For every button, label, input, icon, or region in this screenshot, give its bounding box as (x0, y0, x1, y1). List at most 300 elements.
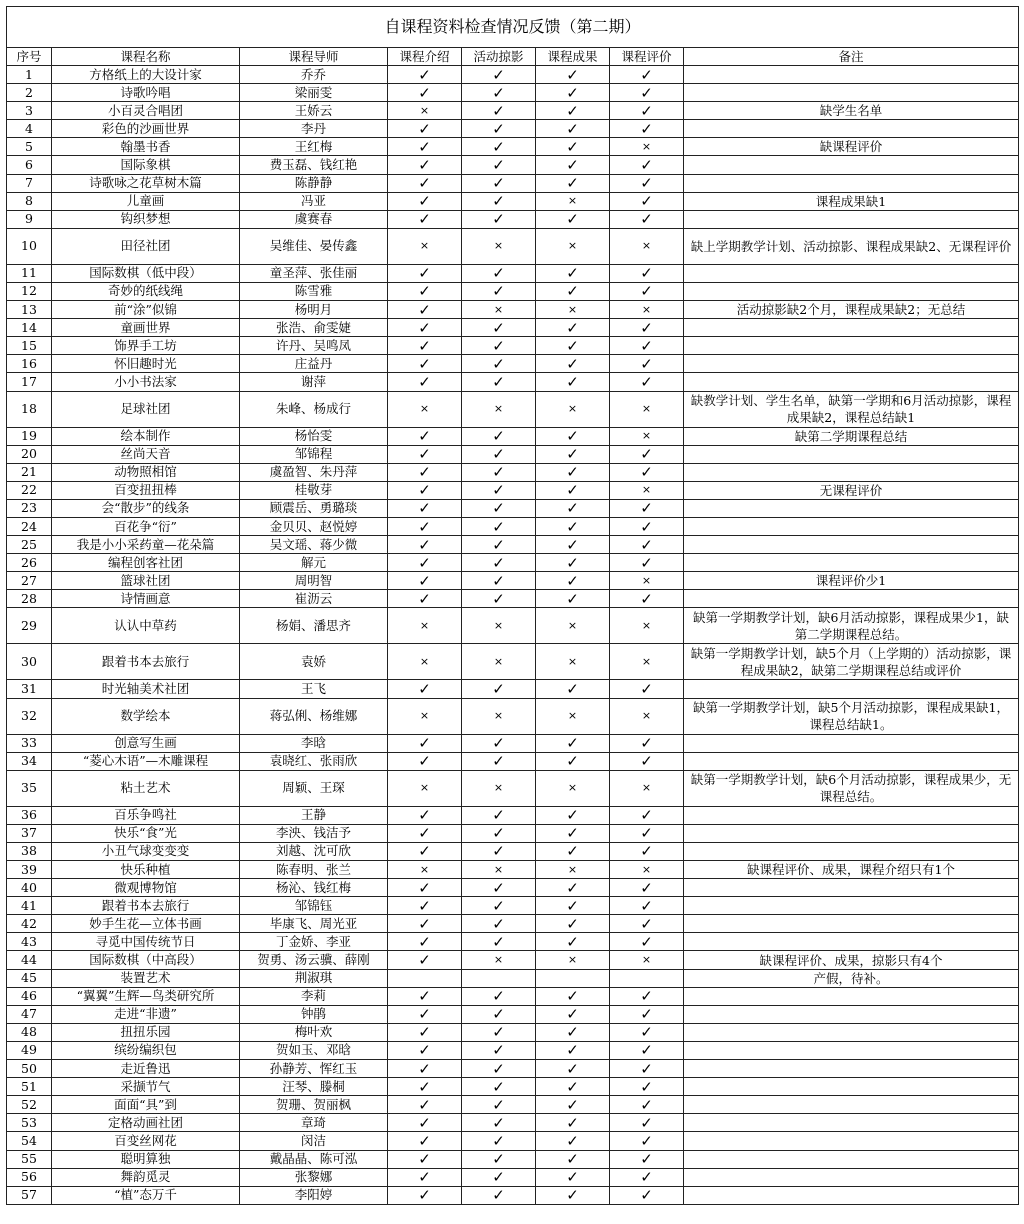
row-remarks (684, 463, 1019, 481)
row-remarks: 无课程评价 (684, 481, 1019, 499)
row-teacher: 王飞 (240, 680, 388, 698)
row-course-name: 篮球社团 (52, 572, 240, 590)
table-row (7, 481, 1019, 499)
row-course-name: 会“散步”的线条 (52, 499, 240, 517)
row-index: 4 (7, 120, 52, 138)
row-intro-mark: ✓ (388, 355, 462, 373)
row-teacher: 梁丽雯 (240, 84, 388, 102)
row-course-name: 丝尚天音 (52, 445, 240, 463)
table-row (7, 210, 1019, 228)
row-activity-mark: ✓ (462, 806, 536, 824)
table-row (7, 680, 1019, 698)
row-index: 11 (7, 264, 52, 282)
row-index: 51 (7, 1078, 52, 1096)
row-intro-mark: ✓ (388, 680, 462, 698)
row-activity-mark: ✓ (462, 499, 536, 517)
row-teacher: 蒋弘俐、杨维娜 (240, 698, 388, 734)
row-outcome-mark: ✓ (536, 373, 610, 391)
row-activity-mark: ✓ (462, 680, 536, 698)
row-outcome-mark: ✓ (536, 210, 610, 228)
row-teacher: 桂敬芽 (240, 481, 388, 499)
row-outcome-mark: ✓ (536, 1078, 610, 1096)
row-index: 31 (7, 680, 52, 698)
row-teacher: 贺勇、汤云骥、薛刚 (240, 951, 388, 969)
table-row (7, 445, 1019, 463)
row-intro-mark: ✓ (388, 301, 462, 319)
row-course-name: “菱心木语”—木雕课程 (52, 752, 240, 770)
row-activity-mark: × (462, 951, 536, 969)
row-outcome-mark: ✓ (536, 337, 610, 355)
row-course-name: 足球社团 (52, 391, 240, 427)
row-index: 19 (7, 427, 52, 445)
row-teacher: 陈雪雅 (240, 282, 388, 300)
row-remarks (684, 554, 1019, 572)
row-teacher: 金贝贝、赵悦婷 (240, 517, 388, 535)
row-remarks: 活动掠影缺2个月，课程成果缺2；无总结 (684, 301, 1019, 319)
row-outcome-mark: ✓ (536, 445, 610, 463)
row-outcome-mark: ✓ (536, 536, 610, 554)
row-index: 46 (7, 987, 52, 1005)
row-activity-mark: ✓ (462, 987, 536, 1005)
row-evaluation-mark: ✓ (610, 1023, 684, 1041)
row-evaluation-mark: ✓ (610, 463, 684, 481)
row-course-name: 百变丝网花 (52, 1132, 240, 1150)
row-activity-mark: ✓ (462, 355, 536, 373)
row-intro-mark: ✓ (388, 879, 462, 897)
row-course-name: 采撷节气 (52, 1078, 240, 1096)
row-remarks (684, 1132, 1019, 1150)
row-intro-mark: ✓ (388, 590, 462, 608)
row-intro-mark: ✓ (388, 1096, 462, 1114)
row-teacher: 乔乔 (240, 66, 388, 84)
row-evaluation-mark: ✓ (610, 734, 684, 752)
row-remarks (684, 174, 1019, 192)
row-index: 12 (7, 282, 52, 300)
row-course-name: 饰界手工坊 (52, 337, 240, 355)
row-index: 42 (7, 915, 52, 933)
row-activity-mark: ✓ (462, 1078, 536, 1096)
row-intro-mark: ✓ (388, 1005, 462, 1023)
row-course-name: 田径社团 (52, 228, 240, 264)
row-remarks (684, 680, 1019, 698)
row-course-name: 扭扭乐园 (52, 1023, 240, 1041)
row-course-name: 定格动画社团 (52, 1114, 240, 1132)
table-row (7, 951, 1019, 969)
row-intro-mark: ✓ (388, 445, 462, 463)
table-row (7, 301, 1019, 319)
row-teacher: 周颖、王琛 (240, 770, 388, 806)
row-outcome-mark: ✓ (536, 156, 610, 174)
row-evaluation-mark: ✓ (610, 102, 684, 120)
row-intro-mark: ✓ (388, 734, 462, 752)
row-index: 38 (7, 842, 52, 860)
row-teacher: 李阳婷 (240, 1186, 388, 1204)
row-course-name: 国际象棋 (52, 156, 240, 174)
table-row (7, 1005, 1019, 1023)
table-row (7, 228, 1019, 264)
row-outcome-mark: ✓ (536, 1132, 610, 1150)
row-outcome-mark: × (536, 228, 610, 264)
row-outcome-mark: ✓ (536, 427, 610, 445)
row-index: 30 (7, 644, 52, 680)
row-evaluation-mark: ✓ (610, 879, 684, 897)
row-outcome-mark: ✓ (536, 481, 610, 499)
row-activity-mark: ✓ (462, 264, 536, 282)
row-intro-mark: ✓ (388, 517, 462, 535)
row-course-name: 微观博物馆 (52, 879, 240, 897)
table-row (7, 1041, 1019, 1059)
row-evaluation-mark: × (610, 698, 684, 734)
row-activity-mark: × (462, 228, 536, 264)
row-intro-mark: × (388, 608, 462, 644)
row-outcome-mark: ✓ (536, 933, 610, 951)
row-teacher: 冯亚 (240, 192, 388, 210)
row-course-name: 快乐种植 (52, 861, 240, 879)
row-index: 17 (7, 373, 52, 391)
row-remarks (684, 84, 1019, 102)
row-intro-mark (388, 969, 462, 987)
row-teacher: 杨明月 (240, 301, 388, 319)
row-course-name: 怀旧趣时光 (52, 355, 240, 373)
row-teacher: 丁金娇、李亚 (240, 933, 388, 951)
table-row (7, 1114, 1019, 1132)
row-index: 44 (7, 951, 52, 969)
row-index: 50 (7, 1060, 52, 1078)
row-course-name: 前“涂”似锦 (52, 301, 240, 319)
row-teacher: 张黎娜 (240, 1168, 388, 1186)
row-evaluation-mark: ✓ (610, 1096, 684, 1114)
row-evaluation-mark: × (610, 138, 684, 156)
col-header-activity: 活动掠影 (462, 48, 536, 66)
row-outcome-mark: ✓ (536, 806, 610, 824)
row-remarks: 缺学生名单 (684, 102, 1019, 120)
row-index: 55 (7, 1150, 52, 1168)
table-row (7, 572, 1019, 590)
row-remarks: 缺教学计划、学生名单，缺第一学期和6月活动掠影，课程成果缺2，课程总结缺1 (684, 391, 1019, 427)
row-outcome-mark: × (536, 192, 610, 210)
row-index: 33 (7, 734, 52, 752)
table-row (7, 463, 1019, 481)
row-outcome-mark: ✓ (536, 1041, 610, 1059)
row-activity-mark: × (462, 770, 536, 806)
table-row (7, 66, 1019, 84)
row-intro-mark: ✓ (388, 319, 462, 337)
row-evaluation-mark (610, 969, 684, 987)
row-course-name: 动物照相馆 (52, 463, 240, 481)
row-course-name: 奇妙的纸线绳 (52, 282, 240, 300)
row-activity-mark: × (462, 301, 536, 319)
row-activity-mark: ✓ (462, 517, 536, 535)
row-teacher: 汪琴、滕桐 (240, 1078, 388, 1096)
row-intro-mark: ✓ (388, 463, 462, 481)
row-index: 29 (7, 608, 52, 644)
row-activity-mark: ✓ (462, 337, 536, 355)
row-activity-mark: ✓ (462, 572, 536, 590)
col-header-teacher: 课程导师 (240, 48, 388, 66)
row-index: 5 (7, 138, 52, 156)
row-course-name: “翼翼”生辉—鸟类研究所 (52, 987, 240, 1005)
table-row (7, 1078, 1019, 1096)
row-activity-mark: ✓ (462, 1168, 536, 1186)
table-row (7, 517, 1019, 535)
row-activity-mark: × (462, 861, 536, 879)
row-evaluation-mark: ✓ (610, 824, 684, 842)
table-row (7, 824, 1019, 842)
table-row (7, 897, 1019, 915)
row-index: 52 (7, 1096, 52, 1114)
row-remarks (684, 355, 1019, 373)
row-remarks (684, 734, 1019, 752)
row-remarks (684, 517, 1019, 535)
row-evaluation-mark: ✓ (610, 1114, 684, 1132)
row-evaluation-mark: × (610, 391, 684, 427)
row-activity-mark: ✓ (462, 192, 536, 210)
row-outcome-mark: ✓ (536, 264, 610, 282)
row-index: 3 (7, 102, 52, 120)
row-activity-mark: ✓ (462, 156, 536, 174)
row-teacher: 李莉 (240, 987, 388, 1005)
row-remarks (684, 536, 1019, 554)
row-index: 9 (7, 210, 52, 228)
row-remarks (684, 806, 1019, 824)
row-remarks: 缺课程评价 (684, 138, 1019, 156)
row-index: 48 (7, 1023, 52, 1041)
row-course-name: 时光轴美术社团 (52, 680, 240, 698)
table-body (7, 66, 1019, 1205)
row-intro-mark: ✓ (388, 373, 462, 391)
row-remarks (684, 842, 1019, 860)
row-index: 6 (7, 156, 52, 174)
row-outcome-mark: ✓ (536, 138, 610, 156)
row-activity-mark: × (462, 391, 536, 427)
row-outcome-mark: ✓ (536, 102, 610, 120)
row-teacher: 杨怡雯 (240, 427, 388, 445)
row-remarks (684, 1096, 1019, 1114)
row-activity-mark: ✓ (462, 120, 536, 138)
row-outcome-mark: ✓ (536, 319, 610, 337)
row-activity-mark: ✓ (462, 879, 536, 897)
row-outcome-mark: ✓ (536, 282, 610, 300)
table-row (7, 1186, 1019, 1204)
table-row (7, 987, 1019, 1005)
row-remarks: 缺课程评价、成果，课程介绍只有1个 (684, 861, 1019, 879)
row-intro-mark: ✓ (388, 933, 462, 951)
row-teacher: 杨娟、潘思齐 (240, 608, 388, 644)
row-course-name: 彩色的沙画世界 (52, 120, 240, 138)
row-activity-mark: ✓ (462, 84, 536, 102)
row-index: 8 (7, 192, 52, 210)
row-evaluation-mark: ✓ (610, 517, 684, 535)
row-evaluation-mark: × (610, 301, 684, 319)
row-course-name: 走进“非遗” (52, 1005, 240, 1023)
row-course-name: 百乐争鸣社 (52, 806, 240, 824)
row-remarks (684, 1114, 1019, 1132)
table-row (7, 644, 1019, 680)
row-outcome-mark: ✓ (536, 517, 610, 535)
row-remarks (684, 445, 1019, 463)
row-intro-mark: ✓ (388, 174, 462, 192)
table-row (7, 608, 1019, 644)
row-index: 2 (7, 84, 52, 102)
row-evaluation-mark: ✓ (610, 174, 684, 192)
row-remarks (684, 1150, 1019, 1168)
row-evaluation-mark: ✓ (610, 1150, 684, 1168)
table-row (7, 770, 1019, 806)
table-row (7, 192, 1019, 210)
row-intro-mark: ✓ (388, 987, 462, 1005)
row-remarks (684, 373, 1019, 391)
row-outcome-mark: ✓ (536, 1114, 610, 1132)
row-outcome-mark: ✓ (536, 463, 610, 481)
row-remarks (684, 337, 1019, 355)
row-index: 34 (7, 752, 52, 770)
row-remarks (684, 987, 1019, 1005)
row-evaluation-mark: × (610, 951, 684, 969)
row-outcome-mark: × (536, 608, 610, 644)
row-evaluation-mark: ✓ (610, 84, 684, 102)
header-row (7, 48, 1019, 66)
table-row (7, 554, 1019, 572)
row-intro-mark: ✓ (388, 210, 462, 228)
row-course-name: 诗歌吟唱 (52, 84, 240, 102)
row-outcome-mark: ✓ (536, 120, 610, 138)
row-intro-mark: ✓ (388, 1168, 462, 1186)
row-teacher: 闵洁 (240, 1132, 388, 1150)
table-row (7, 138, 1019, 156)
row-index: 36 (7, 806, 52, 824)
row-course-name: 跟着书本去旅行 (52, 897, 240, 915)
row-evaluation-mark: × (610, 427, 684, 445)
row-activity-mark: ✓ (462, 915, 536, 933)
row-remarks (684, 824, 1019, 842)
table-row (7, 734, 1019, 752)
row-teacher: 吴文瑶、蒋少微 (240, 536, 388, 554)
row-remarks (684, 1186, 1019, 1204)
row-course-name: 妙手生花—立体书画 (52, 915, 240, 933)
row-remarks: 缺第一学期教学计划，缺6个月活动掠影，课程成果少，无课程总结。 (684, 770, 1019, 806)
row-activity-mark: ✓ (462, 734, 536, 752)
row-course-name: 小百灵合唱团 (52, 102, 240, 120)
table-row (7, 842, 1019, 860)
row-evaluation-mark: ✓ (610, 499, 684, 517)
row-evaluation-mark: ✓ (610, 337, 684, 355)
row-teacher: 费玉磊、钱红艳 (240, 156, 388, 174)
row-course-name: 寻觅中国传统节日 (52, 933, 240, 951)
row-outcome-mark: ✓ (536, 1005, 610, 1023)
row-course-name: 装置艺术 (52, 969, 240, 987)
row-outcome-mark: × (536, 861, 610, 879)
row-course-name: 百花争“衍” (52, 517, 240, 535)
row-activity-mark: ✓ (462, 1132, 536, 1150)
row-intro-mark: ✓ (388, 84, 462, 102)
table-row (7, 84, 1019, 102)
row-teacher: 李丹 (240, 120, 388, 138)
row-course-name: 诗情画意 (52, 590, 240, 608)
row-outcome-mark: ✓ (536, 987, 610, 1005)
row-course-name: 创意写生画 (52, 734, 240, 752)
row-outcome-mark: ✓ (536, 752, 610, 770)
row-course-name: 小小书法家 (52, 373, 240, 391)
row-outcome-mark: ✓ (536, 1096, 610, 1114)
table-row (7, 337, 1019, 355)
row-activity-mark: ✓ (462, 897, 536, 915)
row-intro-mark: ✓ (388, 1186, 462, 1204)
row-course-name: 缤纷编织包 (52, 1041, 240, 1059)
row-course-name: 绘本制作 (52, 427, 240, 445)
row-index: 45 (7, 969, 52, 987)
row-outcome-mark: ✓ (536, 879, 610, 897)
table-row (7, 1132, 1019, 1150)
table-row (7, 1096, 1019, 1114)
table-row (7, 590, 1019, 608)
col-header-course-name: 课程名称 (52, 48, 240, 66)
row-evaluation-mark: ✓ (610, 156, 684, 174)
row-teacher: 庄益丹 (240, 355, 388, 373)
row-remarks: 课程成果缺1 (684, 192, 1019, 210)
row-remarks: 缺上学期教学计划、活动掠影、课程成果缺2、无课程评价 (684, 228, 1019, 264)
row-intro-mark: ✓ (388, 752, 462, 770)
row-outcome-mark: ✓ (536, 842, 610, 860)
row-index: 28 (7, 590, 52, 608)
row-index: 26 (7, 554, 52, 572)
row-evaluation-mark: ✓ (610, 66, 684, 84)
row-course-name: 翰墨书香 (52, 138, 240, 156)
row-activity-mark: ✓ (462, 138, 536, 156)
row-evaluation-mark: ✓ (610, 752, 684, 770)
row-intro-mark: × (388, 698, 462, 734)
row-intro-mark: ✓ (388, 554, 462, 572)
row-intro-mark: ✓ (388, 1060, 462, 1078)
row-intro-mark: ✓ (388, 1114, 462, 1132)
table-row (7, 102, 1019, 120)
table-row (7, 1150, 1019, 1168)
row-index: 57 (7, 1186, 52, 1204)
row-evaluation-mark: ✓ (610, 192, 684, 210)
row-index: 24 (7, 517, 52, 535)
table-row (7, 1060, 1019, 1078)
row-evaluation-mark: ✓ (610, 1186, 684, 1204)
row-activity-mark: ✓ (462, 752, 536, 770)
row-teacher: 杨沁、钱红梅 (240, 879, 388, 897)
row-outcome-mark: × (536, 301, 610, 319)
table-row (7, 264, 1019, 282)
row-course-name: 面面“具”到 (52, 1096, 240, 1114)
row-teacher: 童圣萍、张佳丽 (240, 264, 388, 282)
row-evaluation-mark: ✓ (610, 590, 684, 608)
row-intro-mark: ✓ (388, 66, 462, 84)
row-evaluation-mark: × (610, 644, 684, 680)
table-row (7, 355, 1019, 373)
row-course-name: 认认中草药 (52, 608, 240, 644)
row-intro-mark: ✓ (388, 264, 462, 282)
row-remarks (684, 915, 1019, 933)
row-intro-mark: × (388, 644, 462, 680)
row-index: 23 (7, 499, 52, 517)
row-activity-mark: ✓ (462, 842, 536, 860)
table-row (7, 861, 1019, 879)
row-teacher: 王红梅 (240, 138, 388, 156)
row-activity-mark: ✓ (462, 933, 536, 951)
row-index: 35 (7, 770, 52, 806)
row-outcome-mark: ✓ (536, 824, 610, 842)
row-intro-mark: ✓ (388, 282, 462, 300)
row-index: 37 (7, 824, 52, 842)
row-remarks (684, 499, 1019, 517)
row-remarks: 课程评价少1 (684, 572, 1019, 590)
row-activity-mark: ✓ (462, 1114, 536, 1132)
row-remarks (684, 156, 1019, 174)
row-outcome-mark: × (536, 391, 610, 427)
